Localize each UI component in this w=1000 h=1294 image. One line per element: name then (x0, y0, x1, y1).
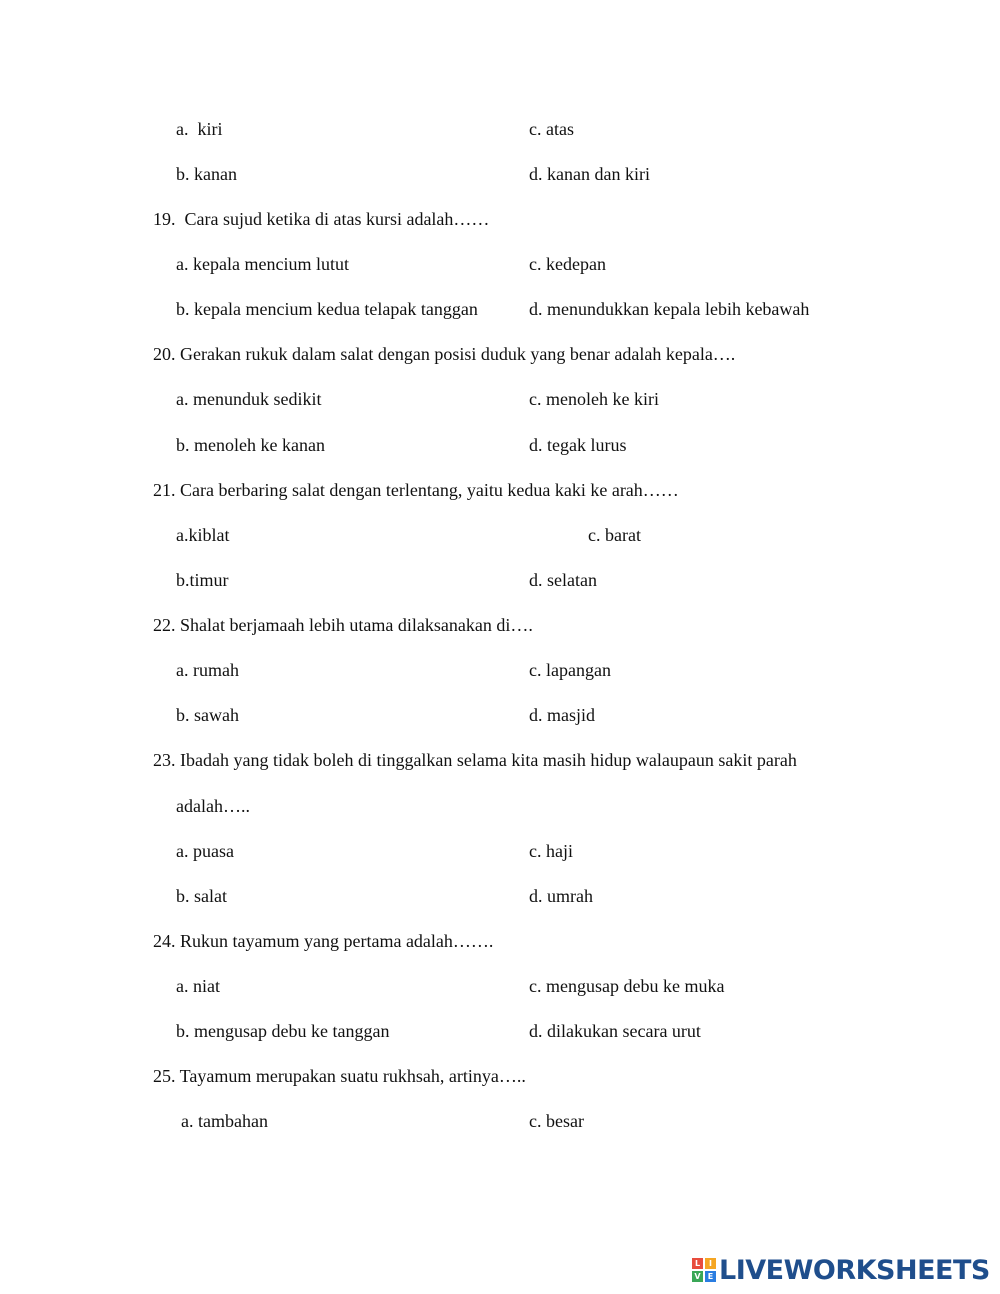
q25-option-c: c. besar (529, 1111, 584, 1131)
q20-option-a: a. menunduk sedikit (176, 389, 322, 409)
q22-option-c: c. lapangan (529, 660, 611, 680)
q21-question: 21. Cara berbaring salat dengan terlentang, yaitu kedua kaki ke arah…… (153, 480, 679, 500)
q22-option-a: a. rumah (176, 660, 239, 680)
q19-option-c: c. kedepan (529, 254, 606, 274)
q18-option-a: a. kiri (176, 119, 223, 139)
q24-option-c: c. mengusap debu ke muka (529, 976, 725, 996)
logo-block-e: E (705, 1271, 716, 1282)
q19-option-b: b. kepala mencium kedua telapak tanggan (176, 299, 478, 319)
q21-option-b: b.timur (176, 570, 229, 590)
q23-option-b: b. salat (176, 886, 227, 906)
q20-option-d: d. tegak lurus (529, 435, 627, 455)
q21-option-d: d. selatan (529, 570, 597, 590)
q24-option-b: b. mengusap debu ke tanggan (176, 1021, 390, 1041)
q18-option-b: b. kanan (176, 164, 237, 184)
logo-block-i: I (705, 1258, 716, 1269)
q22-option-d: d. masjid (529, 705, 595, 725)
q23-question-line2: adalah….. (176, 796, 250, 816)
q21-option-a: a.kiblat (176, 525, 230, 545)
q23-option-a: a. puasa (176, 841, 234, 861)
liveworksheets-logo[interactable] (692, 1255, 990, 1285)
q20-question: 20. Gerakan rukuk dalam salat dengan posisi duduk yang benar adalah kepala…. (153, 344, 736, 364)
q25-option-a: a. tambahan (181, 1111, 268, 1131)
q21-option-c: c. barat (588, 525, 641, 545)
q18-option-d: d. kanan dan kiri (529, 164, 650, 184)
logo-block-v: V (692, 1271, 703, 1282)
q18-option-c: c. atas (529, 119, 574, 139)
q24-question: 24. Rukun tayamum yang pertama adalah……. (153, 931, 494, 951)
q19-option-a: a. kepala mencium lutut (176, 254, 349, 274)
q20-option-b: b. menoleh ke kanan (176, 435, 325, 455)
q25-question: 25. Tayamum merupakan suatu rukhsah, artinya….. (153, 1066, 526, 1086)
q24-option-a: a. niat (176, 976, 220, 996)
q19-question: 19. Cara sujud ketika di atas kursi adalah…… (153, 209, 490, 229)
q23-option-c: c. haji (529, 841, 573, 861)
logo-icon (692, 1258, 716, 1282)
q22-question: 22. Shalat berjamaah lebih utama dilaksanakan di…. (153, 615, 533, 635)
q23-question-line1: 23. Ibadah yang tidak boleh di tinggalkan selama kita masih hidup walaupaun sakit parah (153, 750, 797, 770)
q20-option-c: c. menoleh ke kiri (529, 389, 659, 409)
logo-text: LIVEWORKSHEETS (719, 1254, 990, 1286)
q22-option-b: b. sawah (176, 705, 239, 725)
logo-block-l: L (692, 1258, 703, 1269)
q24-option-d: d. dilakukan secara urut (529, 1021, 701, 1041)
q23-option-d: d. umrah (529, 886, 593, 906)
q19-option-d: d. menundukkan kepala lebih kebawah (529, 299, 810, 319)
